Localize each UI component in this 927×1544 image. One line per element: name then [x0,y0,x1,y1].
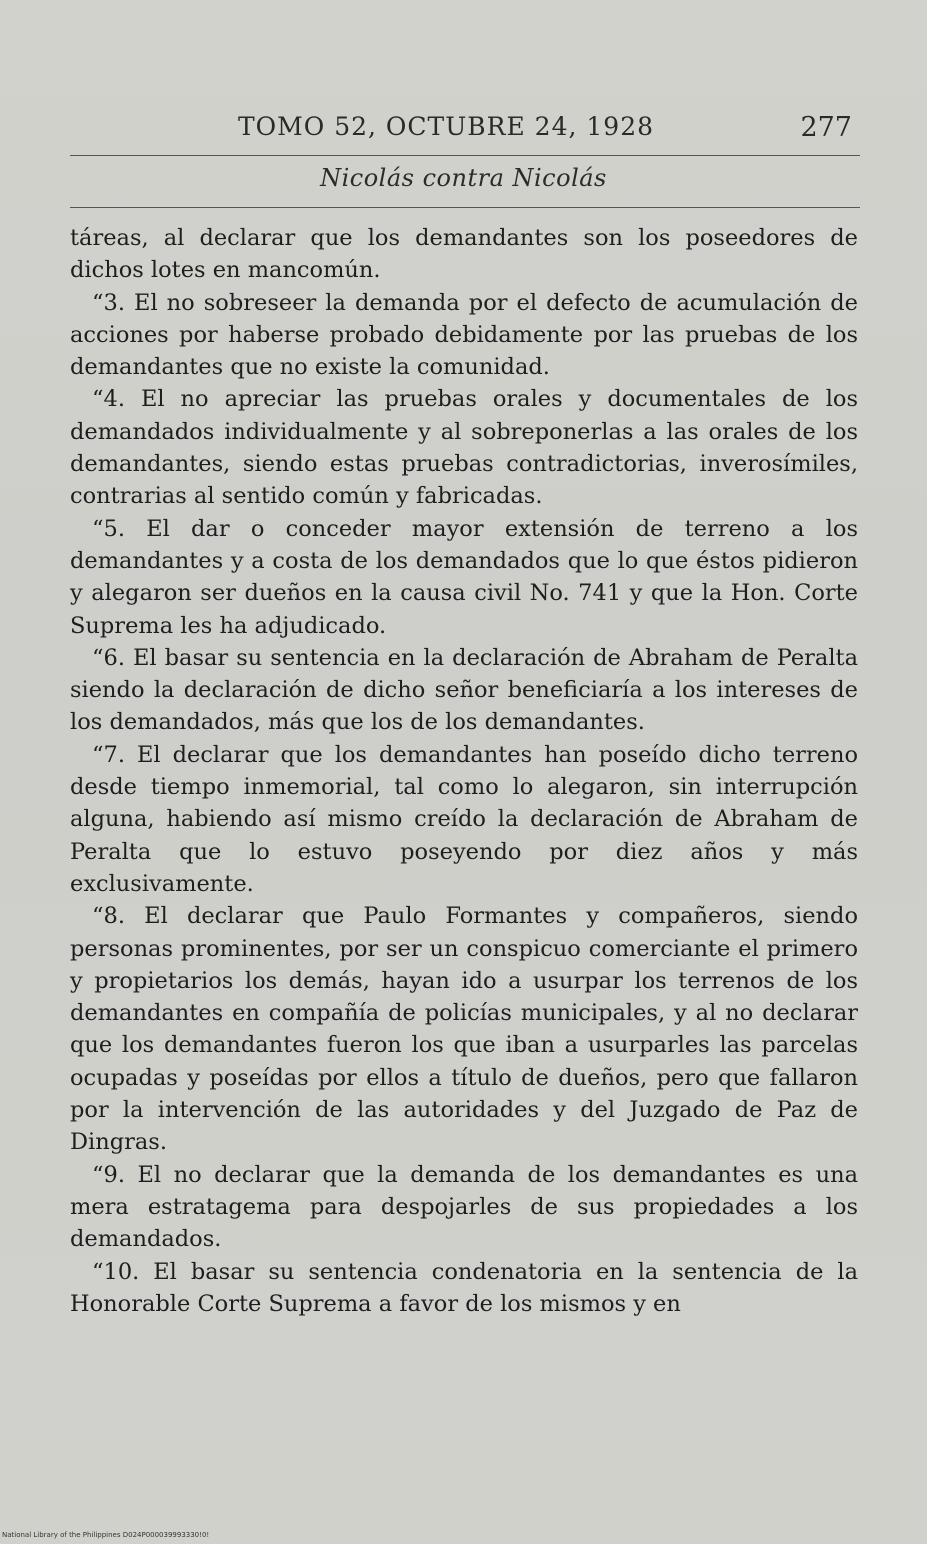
page-header [70,112,860,152]
running-title: TOMO 52, OCTUBRE 24, 1928 [238,112,655,141]
paragraph-item-8: “8. El declarar que Paulo Formantes y compañeros, siendo personas prominentes, por ser un conspicuo comerciante el primero y propietarios los demás, hayan ido a usurpar los terrenos de los demandantes en compañía de policías municipales, y al no declarar que los demandantes fueron los que iban a usurparles las parcelas ocupadas y poseídas por ellos a título de dueños, pero que fallaron por la intervención de las autoridades y del Juzgado de Paz de Dingras. [70,903,858,1156]
paragraph-item-7: “7. El declarar que los demandantes han poseído dicho terreno desde tiempo inmemorial, tal como lo alegaron, sin interrupción alguna, habiendo así mismo creído la declaración de Abraham de Peralta que lo estuvo poseyendo por diez años y más exclusivamente. [70,741,858,897]
page-number: 277 [800,112,852,143]
paragraph-continuation: táreas, al declarar que los demandantes son los poseedores de dichos lotes en mancomún. [70,225,858,284]
body-text [70,222,858,1320]
paragraph-item-10: “10. El basar su sentencia condenatoria en la sentencia de la Honorable Corte Suprema a favor de los mismos y en [70,1258,858,1317]
header-divider-bottom [70,207,860,208]
header-divider-top [70,155,860,156]
paragraph-item-6: “6. El basar su sentencia en la declaración de Abraham de Peralta siendo la declaración de dicho señor beneficiaría a los intereses de los demandados, más que los de los demandantes. [70,644,858,736]
paragraph-item-4: “4. El no apreciar las pruebas orales y documentales de los demandados individualmente y al sobreponerlas a las orales de los demandantes, siendo estas pruebas contradictorias, inverosímiles, contrarias al sentido común y fabricadas. [70,386,858,510]
paragraph-item-5: “5. El dar o conceder mayor extensión de terreno a los demandantes y a costa de los demandados que lo que éstos pidieron y alegaron ser dueños en la causa civil No. 741 y que la Hon. Corte Suprema les ha adjudicado. [70,515,858,639]
case-title: Nicolás contra Nicolás [320,164,607,192]
paragraph-item-9: “9. El no declarar que la demanda de los demandantes es una mera estratagema para despojarles de sus propiedades a los demandados. [70,1161,858,1253]
paragraph-item-3: “3. El no sobreseer la demanda por el defecto de acumulación de acciones por haberse probado debidamente por las pruebas de los demandantes que no existe la comunidad. [70,289,858,381]
scan-credit: National Library of the Philippines D024P000039993330!0! [2,1531,210,1539]
